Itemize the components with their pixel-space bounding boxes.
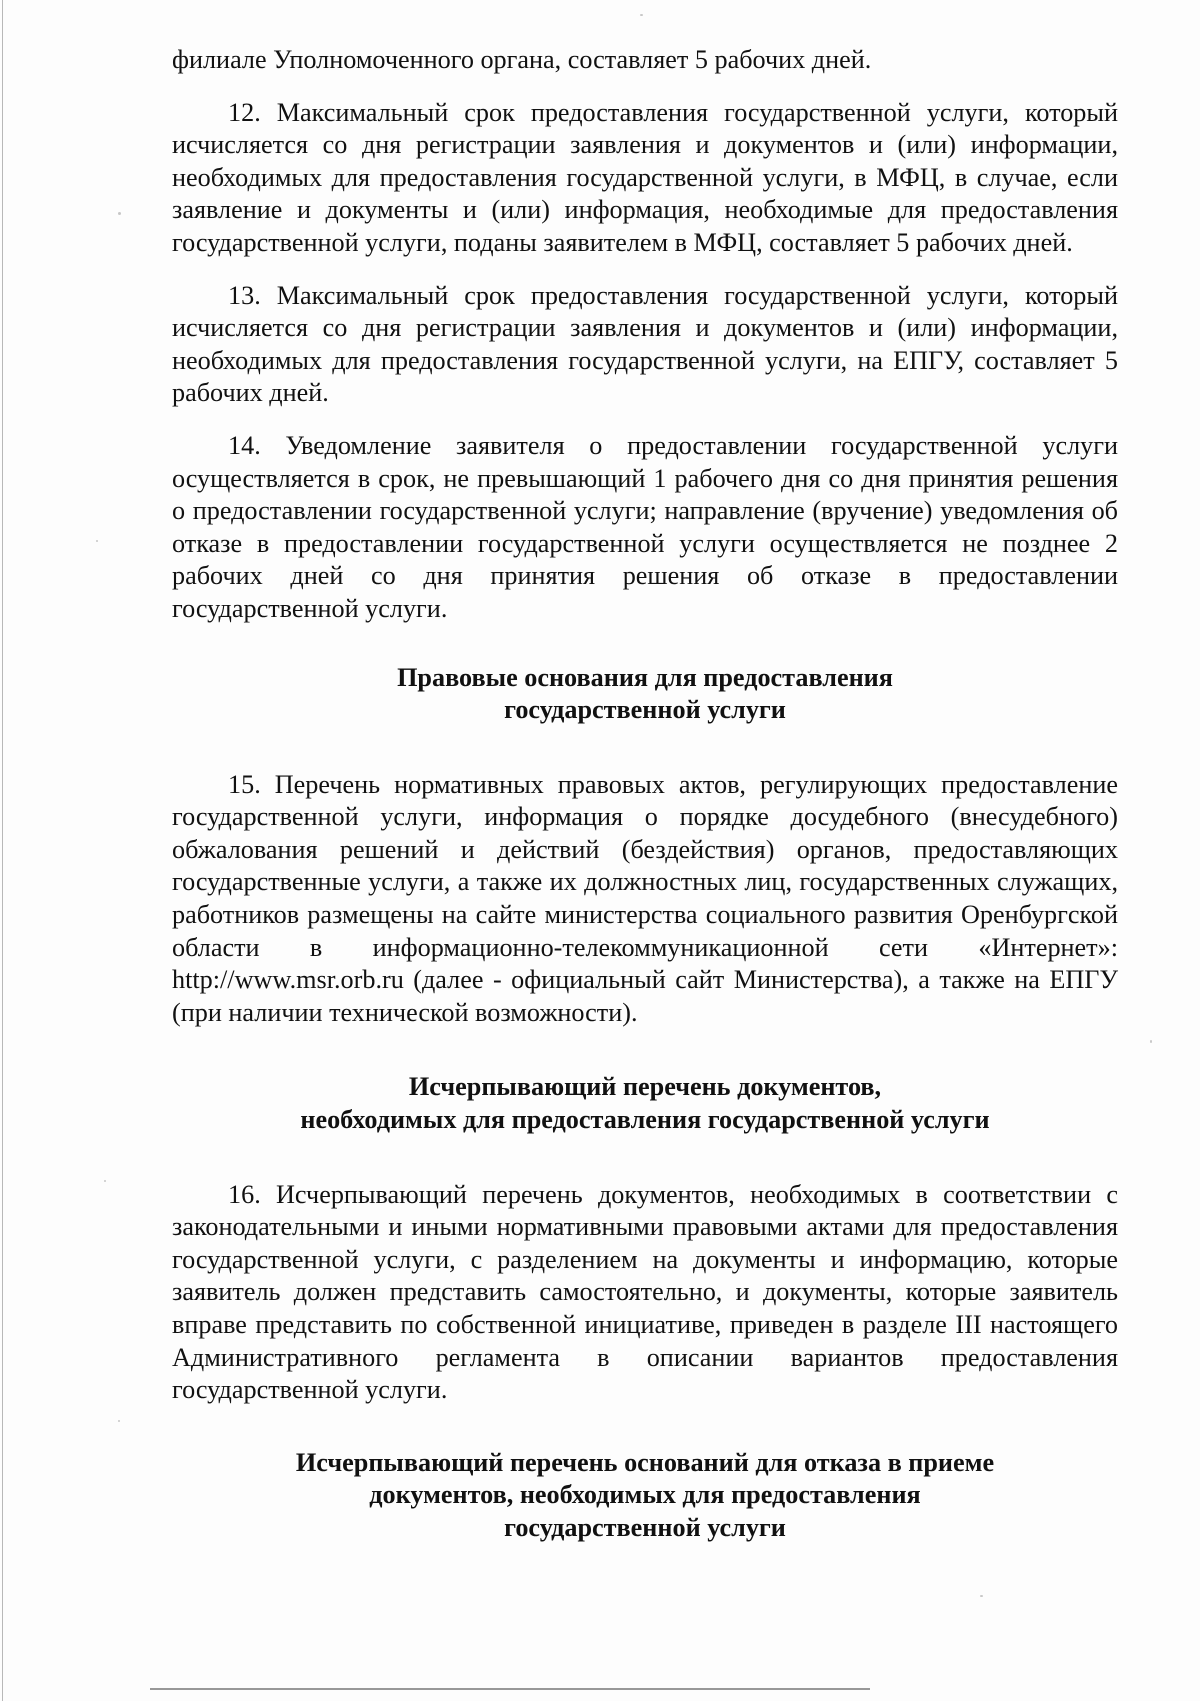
scan-speck: [118, 1420, 120, 1422]
heading-refusal-line1: Исчерпывающий перечень оснований для отказа в приеме: [295, 1447, 995, 1477]
scan-bottom-line: [150, 1688, 870, 1690]
heading-documents-line2: необходимых для предоставления государственной услуги: [300, 1105, 990, 1135]
heading-legal-grounds: [172, 662, 1118, 727]
heading-refusal-grounds: [172, 1447, 1118, 1545]
scan-edge-left: [2, 0, 3, 1701]
intro-line: филиале Уполномоченного органа, составляет 5 рабочих дней.: [172, 45, 872, 74]
scan-speck: [96, 540, 98, 542]
document-body: [172, 44, 1118, 1545]
heading-refusal-line3: государственной услуги: [504, 1512, 786, 1542]
heading-refusal-line2: документов, необходимых для предоставления: [369, 1480, 921, 1510]
scan-speck: [104, 1180, 106, 1182]
scan-speck: [118, 212, 121, 215]
paragraph-14: 14. Уведомление заявителя о предоставлении государственной услуги осуществляется в срок, не превышающий 1 рабочего дня со дня принятия решения о предоставлении государственной услуги; направление (вручение) уведомления об отказе в предоставлении государственной услуги осуществляется не позднее 2 рабочих дней со дня принятия решения об отказе в предоставлении государственной услуги.: [172, 430, 1118, 623]
heading-documents-line1: Исчерпывающий перечень документов,: [408, 1072, 882, 1102]
paragraph-15: 15. Перечень нормативных правовых актов, регулирующих предоставление государственной услуги, информация о порядке досудебного (внесудебного) обжалования решений и действий (бездействия) органов, предоставляющих государственные услуги, а также их должностных лиц, государственных служащих, работников размещены на сайте министерства социального развития Оренбургской области в информационно-телекоммуникационной сети «Интернет»: http://www.msr.orb.ru (далее - официальный сайт Министерства), а также на ЕПГУ (при наличии технической возможности).: [172, 769, 1118, 1027]
paragraph-13: 13. Максимальный срок предоставления государственной услуги, который исчисляется со дня регистрации заявления и документов и (или) информации, необходимых для предоставления государственной услуги, на ЕПГУ, составляет 5 рабочих дней.: [172, 280, 1118, 408]
scan-speck: [640, 14, 643, 16]
heading-legal-line2: государственной услуги: [504, 695, 786, 725]
heading-legal-line1: Правовые основания для предоставления: [397, 662, 893, 692]
paragraph-16: 16. Исчерпывающий перечень документов, необходимых в соответствии с законодательными и иными нормативными правовыми актами для предоставления государственной услуги, с разделением на документы и информацию, которые заявитель должен представить самостоятельно, и документы, которые заявитель вправе представить по собственной инициативе, приведен в разделе III настоящего Административного регламента в описании вариантов предоставления государственной услуги.: [172, 1179, 1118, 1405]
scan-speck: [1150, 1040, 1152, 1043]
paragraph-12: 12. Максимальный срок предоставления государственной услуги, который исчисляется со дня регистрации заявления и документов и (или) информации, необходимых для предоставления государственной услуги, в МФЦ, в случае, если заявление и документы и (или) информация, необходимые для предоставления государственной услуги, поданы заявителем в МФЦ, составляет 5 рабочих дней.: [172, 97, 1118, 257]
scan-speck: [980, 1595, 983, 1597]
heading-documents-list: [172, 1071, 1118, 1136]
